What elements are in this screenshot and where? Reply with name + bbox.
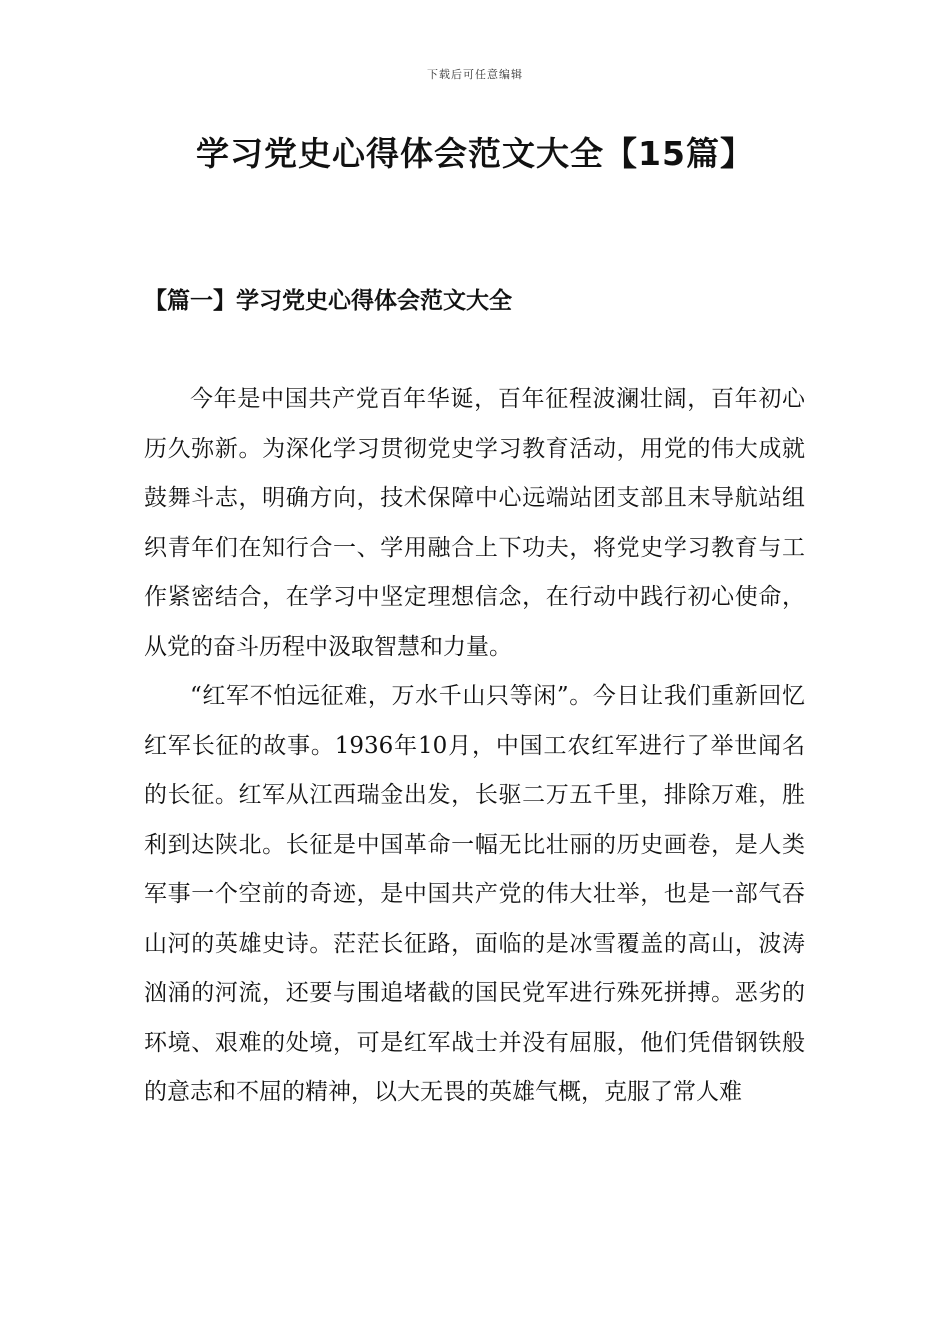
paragraph-2: “红军不怕远征难，万水千山只等闲”。今日让我们重新回忆红军长征的故事。1936年10月，中国工农红军进行了举世闻名的长征。红军从江西瑞金出发，长驱二万五千里，排除万难，胜利到达陕北。长征是中国革命一幅无比壮丽的历史画卷，是人类军事一个空前的奇迹，是中国共产党的伟大壮举，也是一部气吞山河的英雄史诗。茫茫长征路，面临的是冰雪覆盖的高山，波涛汹涌的河流，还要与围追堵截的国民党军进行殊死拼搏。恶劣的环境、艰难的处境，可是红军战士并没有屈服，他们凭借钢铁般的意志和不屈的精神，以大无畏的英雄气概，克服了常人难 xyxy=(144,683,805,1105)
section-heading: 【篇一】学习党史心得体会范文大全 xyxy=(144,288,512,314)
header-note: 下载后可任意编辑 xyxy=(427,68,523,81)
body-text xyxy=(144,375,805,1118)
document-title: 学习党史心得体会范文大全【15篇】 xyxy=(196,134,754,173)
paragraph-1: 今年是中国共产党百年华诞，百年征程波澜壮阔，百年初心历久弥新。为深化学习贯彻党史学习教育活动，用党的伟大成就鼓舞斗志，明确方向，技术保障中心远端站团支部且末导航站组织青年们在知行合一、学用融合上下功夫，将党史学习教育与工作紧密结合，在学习中坚定理想信念，在行动中践行初心使命，从党的奋斗历程中汲取智慧和力量。 xyxy=(144,386,805,660)
